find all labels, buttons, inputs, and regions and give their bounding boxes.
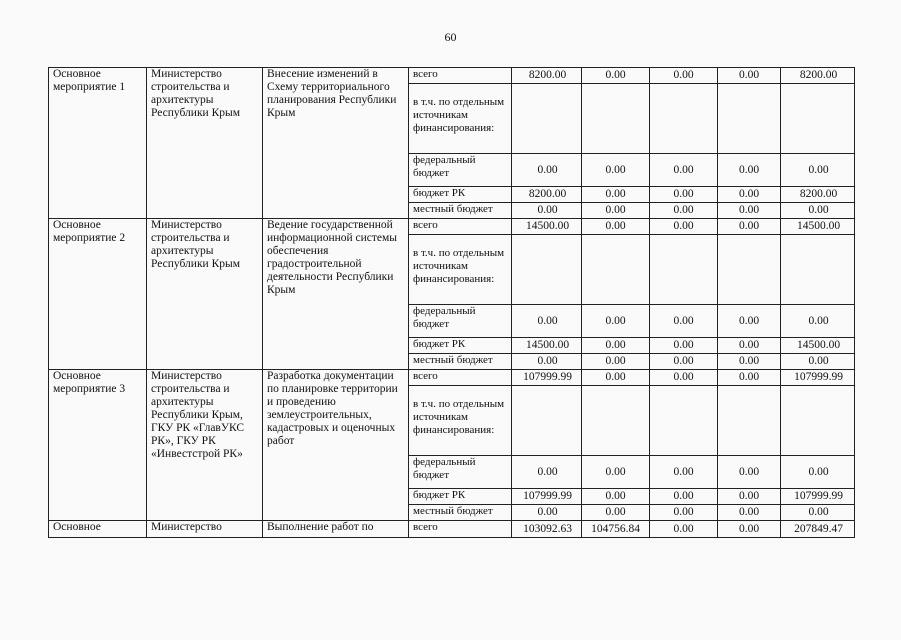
amount-cell: 0.00 [718, 338, 781, 354]
amount-cell: 0.00 [650, 521, 718, 538]
amount-cell: 0.00 [718, 354, 781, 370]
description-cell: Внесение изменений в Схему территориального планирования Республики Крым [263, 68, 409, 219]
total-cell: 14500.00 [781, 219, 855, 235]
amount-cell: 14500.00 [512, 219, 582, 235]
total-cell: 207849.47 [781, 521, 855, 538]
funding-source-cell: федеральный бюджет [409, 456, 512, 489]
amount-cell: 0.00 [650, 354, 718, 370]
amount-cell: 0.00 [718, 219, 781, 235]
funding-source-cell: местный бюджет [409, 203, 512, 219]
amount-cell: 103092.63 [512, 521, 582, 538]
amount-cell [582, 235, 650, 305]
total-cell [781, 386, 855, 456]
amount-cell [582, 386, 650, 456]
total-cell: 8200.00 [781, 68, 855, 84]
description-cell: Ведение государственной информационной системы обеспечения градостроительной деятельности Республики Крым [263, 219, 409, 370]
amount-cell: 0.00 [512, 203, 582, 219]
amount-cell [512, 235, 582, 305]
amount-cell: 0.00 [718, 68, 781, 84]
funding-source-cell: всего [409, 521, 512, 538]
executor-cell: Министерство строительства и архитектуры Республики Крым [147, 219, 263, 370]
amount-cell [582, 84, 650, 154]
table-row [49, 68, 855, 84]
amount-cell: 0.00 [512, 305, 582, 338]
amount-cell: 8200.00 [512, 68, 582, 84]
funding-source-cell: бюджет РК [409, 489, 512, 505]
amount-cell: 0.00 [650, 338, 718, 354]
event-cell: Основное мероприятие 2 [49, 219, 147, 370]
amount-cell: 0.00 [582, 338, 650, 354]
funding-source-cell: бюджет РК [409, 338, 512, 354]
total-cell: 107999.99 [781, 370, 855, 386]
amount-cell: 0.00 [582, 203, 650, 219]
total-cell: 0.00 [781, 154, 855, 187]
amount-cell: 0.00 [718, 489, 781, 505]
amount-cell: 0.00 [650, 505, 718, 521]
amount-cell: 0.00 [582, 370, 650, 386]
funding-source-cell: федеральный бюджет [409, 305, 512, 338]
amount-cell: 0.00 [718, 187, 781, 203]
executor-cell: Министерство [147, 521, 263, 538]
event-cell: Основное [49, 521, 147, 538]
amount-cell [718, 386, 781, 456]
funding-source-cell: бюджет РК [409, 187, 512, 203]
amount-cell: 0.00 [512, 456, 582, 489]
amount-cell [718, 84, 781, 154]
funding-source-cell: всего [409, 370, 512, 386]
amount-cell: 0.00 [582, 489, 650, 505]
amount-cell: 0.00 [718, 521, 781, 538]
total-cell [781, 235, 855, 305]
total-cell: 107999.99 [781, 489, 855, 505]
amount-cell: 0.00 [650, 68, 718, 84]
amount-cell: 0.00 [582, 505, 650, 521]
amount-cell: 0.00 [650, 456, 718, 489]
executor-cell: Министерство строительства и архитектуры Республики Крым [147, 68, 263, 219]
amount-cell: 0.00 [582, 305, 650, 338]
funding-source-cell: всего [409, 219, 512, 235]
funding-source-cell: в т.ч. по отдельным источникам финансирования: [409, 84, 512, 154]
table-row [49, 219, 855, 235]
amount-cell [512, 84, 582, 154]
amount-cell: 0.00 [582, 354, 650, 370]
amount-cell: 0.00 [650, 203, 718, 219]
amount-cell: 0.00 [582, 219, 650, 235]
amount-cell: 0.00 [650, 154, 718, 187]
amount-cell: 0.00 [650, 305, 718, 338]
page-number: 60 [444, 30, 457, 44]
total-cell: 0.00 [781, 456, 855, 489]
total-cell: 0.00 [781, 305, 855, 338]
total-cell: 8200.00 [781, 187, 855, 203]
table-row [49, 521, 855, 538]
funding-source-cell: местный бюджет [409, 354, 512, 370]
amount-cell: 107999.99 [512, 489, 582, 505]
total-cell: 0.00 [781, 203, 855, 219]
total-cell [781, 84, 855, 154]
amount-cell: 0.00 [512, 505, 582, 521]
amount-cell: 0.00 [650, 489, 718, 505]
amount-cell: 0.00 [582, 154, 650, 187]
amount-cell: 0.00 [718, 203, 781, 219]
amount-cell [718, 235, 781, 305]
amount-cell: 104756.84 [582, 521, 650, 538]
amount-cell: 0.00 [512, 154, 582, 187]
amount-cell: 0.00 [582, 187, 650, 203]
amount-cell: 0.00 [650, 219, 718, 235]
total-cell: 0.00 [781, 354, 855, 370]
amount-cell: 8200.00 [512, 187, 582, 203]
amount-cell [650, 235, 718, 305]
funding-source-cell: в т.ч. по отдельным источникам финансирования: [409, 386, 512, 456]
funding-table-body [49, 68, 855, 538]
amount-cell: 0.00 [650, 370, 718, 386]
amount-cell [650, 386, 718, 456]
amount-cell: 0.00 [582, 456, 650, 489]
amount-cell: 0.00 [718, 370, 781, 386]
event-cell: Основное мероприятие 3 [49, 370, 147, 521]
funding-source-cell: в т.ч. по отдельным источникам финансирования: [409, 235, 512, 305]
executor-cell: Министерство строительства и архитектуры Республики Крым, ГКУ РК «ГлавУКС РК», ГКУ РК «Инвестстрой РК» [147, 370, 263, 521]
amount-cell: 0.00 [650, 187, 718, 203]
amount-cell: 0.00 [718, 154, 781, 187]
amount-cell: 14500.00 [512, 338, 582, 354]
funding-source-cell: всего [409, 68, 512, 84]
amount-cell: 107999.99 [512, 370, 582, 386]
description-cell: Выполнение работ по [263, 521, 409, 538]
description-cell: Разработка документации по планировке территории и проведению землеустроительных, кадастровых и оценочных работ [263, 370, 409, 521]
funding-source-cell: федеральный бюджет [409, 154, 512, 187]
amount-cell [512, 386, 582, 456]
table-row [49, 370, 855, 386]
event-cell: Основное мероприятие 1 [49, 68, 147, 219]
funding-source-cell: местный бюджет [409, 505, 512, 521]
amount-cell [650, 84, 718, 154]
total-cell: 14500.00 [781, 338, 855, 354]
funding-table [48, 67, 855, 538]
amount-cell: 0.00 [512, 354, 582, 370]
amount-cell: 0.00 [718, 456, 781, 489]
amount-cell: 0.00 [582, 68, 650, 84]
amount-cell: 0.00 [718, 305, 781, 338]
amount-cell: 0.00 [718, 505, 781, 521]
total-cell: 0.00 [781, 505, 855, 521]
